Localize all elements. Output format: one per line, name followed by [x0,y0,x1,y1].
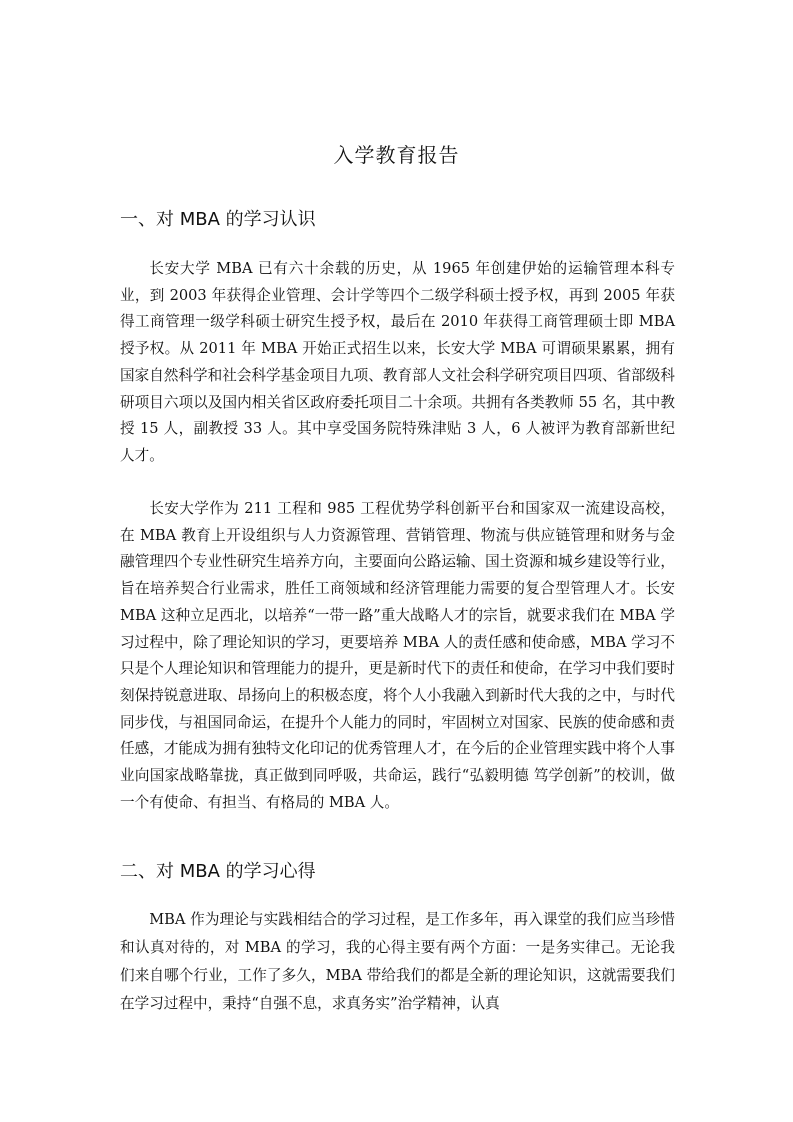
page-title: 入学教育报告 [333,143,460,167]
section-heading-2: 二、对 MBA 的学习心得 [120,861,316,882]
paragraph: MBA 作为理论与实践相结合的学习过程，是工作多年，再入课堂的我们应当珍惜和认真对待的，对 MBA 的学习，我的心得主要有两个方面：一是务实律己。无论我们来自哪个行业，工作了多久，MBA 带给我们的都是全新的理论知识，这就需要我们在学习过程中，秉持“自强不息，求真务实”治学精神，认真 [120,911,675,1012]
paragraph: 长安大学作为 211 工程和 985 工程优势学科创新平台和国家双一流建设高校，在 MBA 教育上开设组织与人力资源管理、营销管理、物流与供应链管理和财务与金融管理四个专业性研究生培养方向，主要面向公路运输、国土资源和城乡建设等行业，旨在培养契合行业需求，胜任工商领域和经济管理能力需要的复合型管理人才。长安 MBA 这种立足西北，以培养“一带一路”重大战略人才的宗旨，就要求我们在 MBA 学习过程中，除了理论知识的学习，更要培养 MBA 人的责任感和使命感，MBA 学习不只是个人理论知识和管理能力的提升，更是新时代下的责任和使命，在学习中我们要时刻保持锐意进取、昂扬向上的积极态度，将个人小我融入到新时代大我的之中，与时代同步伐，与祖国同命运，在提升个人能力的同时，牢固树立对国家、民族的使命感和责任感，才能成为拥有独特文化印记的优秀管理人才，在今后的企业管理实践中将个人事业向国家战略靠拢，真正做到同呼吸，共命运，践行“弘毅明德 笃学创新”的校训，做一个有使命、有担当、有格局的 MBA 人。 [120,500,675,811]
section-heading-1: 一、对 MBA 的学习认识 [120,209,316,230]
paragraph: 长安大学 MBA 已有六十余载的历史，从 1965 年创建伊始的运输管理本科专业，到 2003 年获得企业管理、会计学等四个二级学科硕士授予权，再到 2005 年获得工商管理一级学科硕士研究生授予权，最后在 2010 年获得工商管理硕士即 MBA 授予权。从 2011 年 MBA 开始正式招生以来，长安大学 MBA 可谓硕果累累，拥有国家自然科学和社会科学基金项目九项、教育部人文社会科学研究项目四项、省部级科研项目六项以及国内相关省区政府委托项目二十余项。共拥有各类教师 55 名，其中教授 15 人，副教授 33 人。其中享受国务院特殊津贴 3 人，6 人被评为教育部新世纪人才。 [120,260,675,464]
